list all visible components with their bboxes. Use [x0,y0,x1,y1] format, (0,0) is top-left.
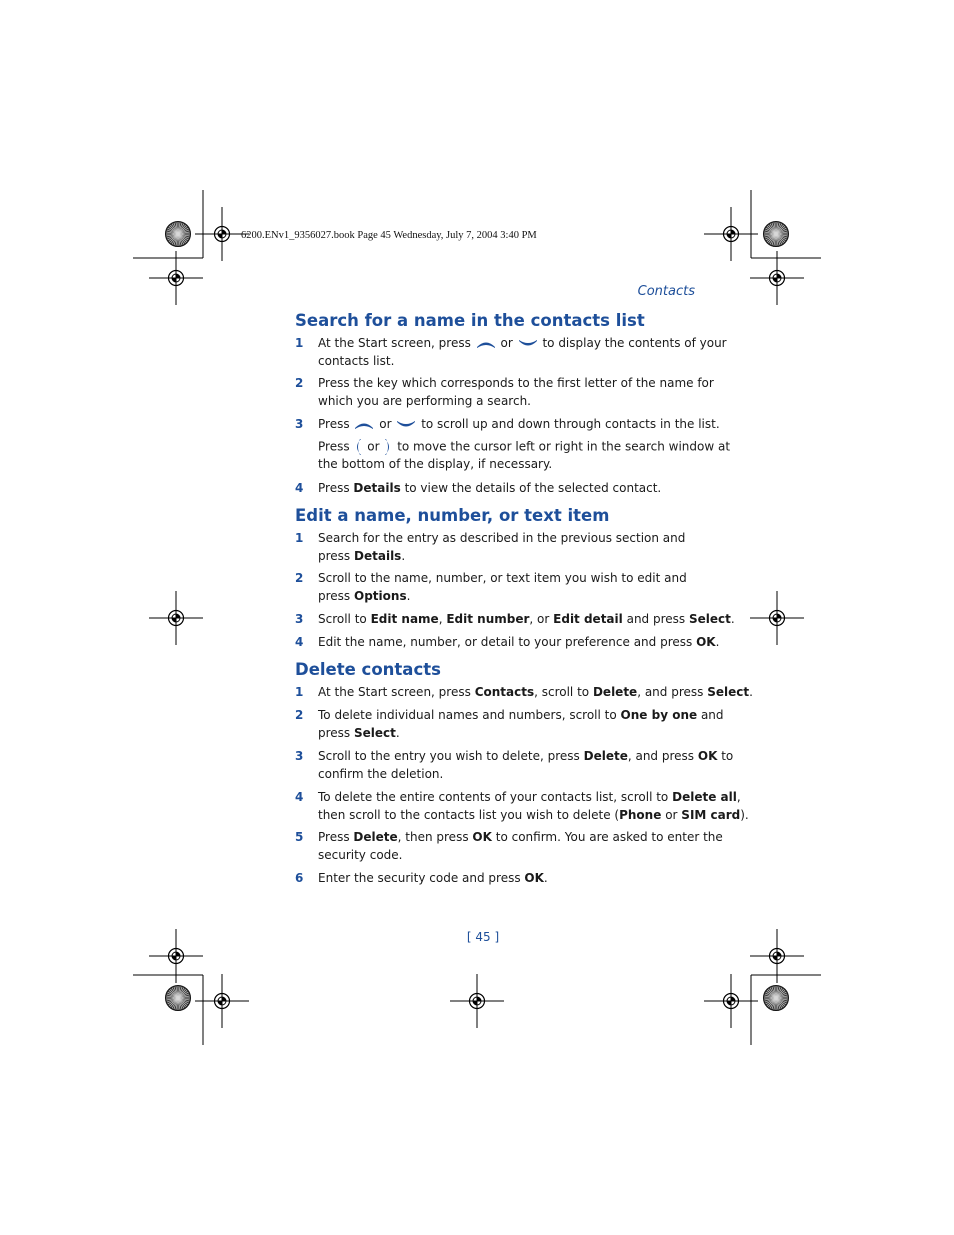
step-text: contacts list. [318,353,395,368]
menu-option: Delete [592,685,638,699]
step-text: , scroll to [534,685,590,699]
step-text: , and press [627,749,695,763]
step-text: , [438,612,443,626]
step-text: At the Start screen, press [318,685,471,699]
scroll-up-key-icon [354,420,374,430]
step-delete-4 [295,789,749,824]
menu-option: Edit detail [553,612,623,626]
softkey-label: Contacts [474,685,535,699]
step-text: Press the key which corresponds to the first letter of the name for [318,376,714,390]
step-text: Scroll to the name, number, or text item you wish to edit and [318,571,687,585]
step-number: 5 [295,830,304,844]
menu-option: Edit number [446,612,530,626]
menu-option: Edit name [370,612,439,626]
step-text: To delete individual names and numbers, scroll to [318,708,617,722]
softkey-label: OK [696,635,716,649]
softkey-label: OK [697,749,718,763]
registration-mark-icon [149,251,203,305]
step-text: confirm the deletion. [318,766,444,781]
scroll-up-key-icon [476,339,496,349]
softkey-label: Options [354,588,407,603]
softkey-label: Details [353,481,401,495]
step-number: 4 [295,481,304,495]
step-text: To delete the entire contents of your contacts list, scroll to [318,790,669,804]
registration-mark-icon [750,251,804,305]
step-delete-2 [295,707,724,742]
softkey-label: Select [707,685,750,699]
registration-mark-icon [704,207,758,261]
step-text: press [318,725,351,740]
step-number: 2 [295,571,304,585]
step-text: and [700,708,724,722]
step-delete-3 [295,748,734,783]
softkey-label: OK [472,830,492,844]
step-text: , or [529,612,550,626]
starburst-target-icon [764,222,789,247]
step-search-2 [295,375,714,410]
menu-option: One by one [620,708,698,722]
section-heading-edit: Edit a name, number, or text item [295,506,610,525]
softkey-label: OK [524,871,544,885]
step-text: , and press [637,685,704,699]
step-number: 3 [295,749,304,763]
step-text: Scroll to the entry you wish to delete, press [318,749,580,763]
step-text: . [406,588,411,603]
step-number: 4 [295,790,304,804]
starburst-target-icon [166,986,191,1011]
step-text: ). [740,807,749,822]
step-text: Press [318,439,350,453]
starburst-target-icon [166,222,191,247]
section-heading-search: Search for a name in the contacts list [295,311,645,330]
step-text: . [401,548,406,563]
step-text: , [736,790,741,804]
step-text: to view the details of the selected contact. [404,481,662,495]
step-text: At the Start screen, press [318,336,471,350]
step-text: or [367,439,380,453]
step-text: Press [318,417,350,431]
step-number: 1 [295,336,304,350]
step-search-1 [295,335,727,370]
step-text: Enter the security code and press [318,871,521,885]
step-delete-6 [295,870,700,888]
step-edit-4 [295,634,720,652]
step-number: 4 [295,635,304,649]
step-text: to display the contents of your [542,336,727,350]
registration-mark-icon [450,974,504,1028]
menu-option: Delete all [672,790,737,804]
print-slug: 6200.ENv1_9356027.book Page 45 Wednesday, July 7, 2004 3:40 PM [241,230,537,241]
menu-option: SIM card [681,807,741,822]
step-text: or [665,807,678,822]
step-text: press [318,588,351,603]
softkey-label: Delete [583,749,628,763]
scroll-down-key-icon [396,420,416,430]
step-text: which you are performing a search. [318,393,531,408]
step-number: 1 [295,531,304,545]
scroll-down-key-icon [518,339,538,349]
scroll-left-key-icon [354,438,362,456]
step-text: . [730,612,735,626]
softkey-label: Delete [353,830,398,844]
step-edit-2 [295,570,700,605]
softkey-label: Details [354,548,402,563]
step-text: to move the cursor left or right in the search window at [397,439,731,453]
step-text: or [379,417,392,431]
registration-mark-icon [704,974,758,1028]
running-head: Contacts [637,284,695,299]
step-text: security code. [318,847,403,862]
section-heading-delete: Delete contacts [295,660,441,679]
step-number: 2 [295,376,304,390]
step-text: Search for the entry as described in the previous section and [318,531,686,545]
step-text: Press [318,830,350,844]
step-edit-1 [295,530,700,565]
step-text: . [543,871,548,885]
scroll-right-key-icon [384,438,392,456]
step-text: . [749,685,753,699]
step-edit-3 [295,611,735,629]
step-number: 2 [295,708,304,722]
step-search-3 [295,416,731,473]
step-text: the bottom of the display, if necessary. [318,456,553,471]
step-number: 1 [295,685,304,699]
step-text: press [318,548,351,563]
softkey-label: Select [689,612,731,626]
step-text: , then press [397,830,469,844]
step-text: Edit the name, number, or detail to your preference and press [318,635,693,649]
step-text: Press [318,481,350,495]
step-number: 3 [295,417,304,431]
step-number: 6 [295,871,304,885]
starburst-target-icon [764,986,789,1011]
step-text: then scroll to the contacts list you wish to delete ( [318,807,620,822]
page-number: [ 45 ] [466,930,500,944]
softkey-label: Select [354,725,396,740]
step-delete-1 [295,684,753,702]
step-text: to [721,749,734,763]
step-number: 3 [295,612,304,626]
menu-option: Phone [619,807,662,822]
step-text: to confirm. You are asked to enter the [495,830,723,844]
step-delete-5 [295,829,723,864]
registration-mark-icon [750,591,804,645]
step-text: to scroll up and down through contacts in the list. [421,417,720,431]
step-text: . [395,725,400,740]
step-search-4 [295,480,700,498]
step-text: Scroll to [318,612,367,626]
step-text: and press [626,612,686,626]
step-text: . [715,635,720,649]
registration-mark-icon [149,591,203,645]
step-text: or [500,336,513,350]
